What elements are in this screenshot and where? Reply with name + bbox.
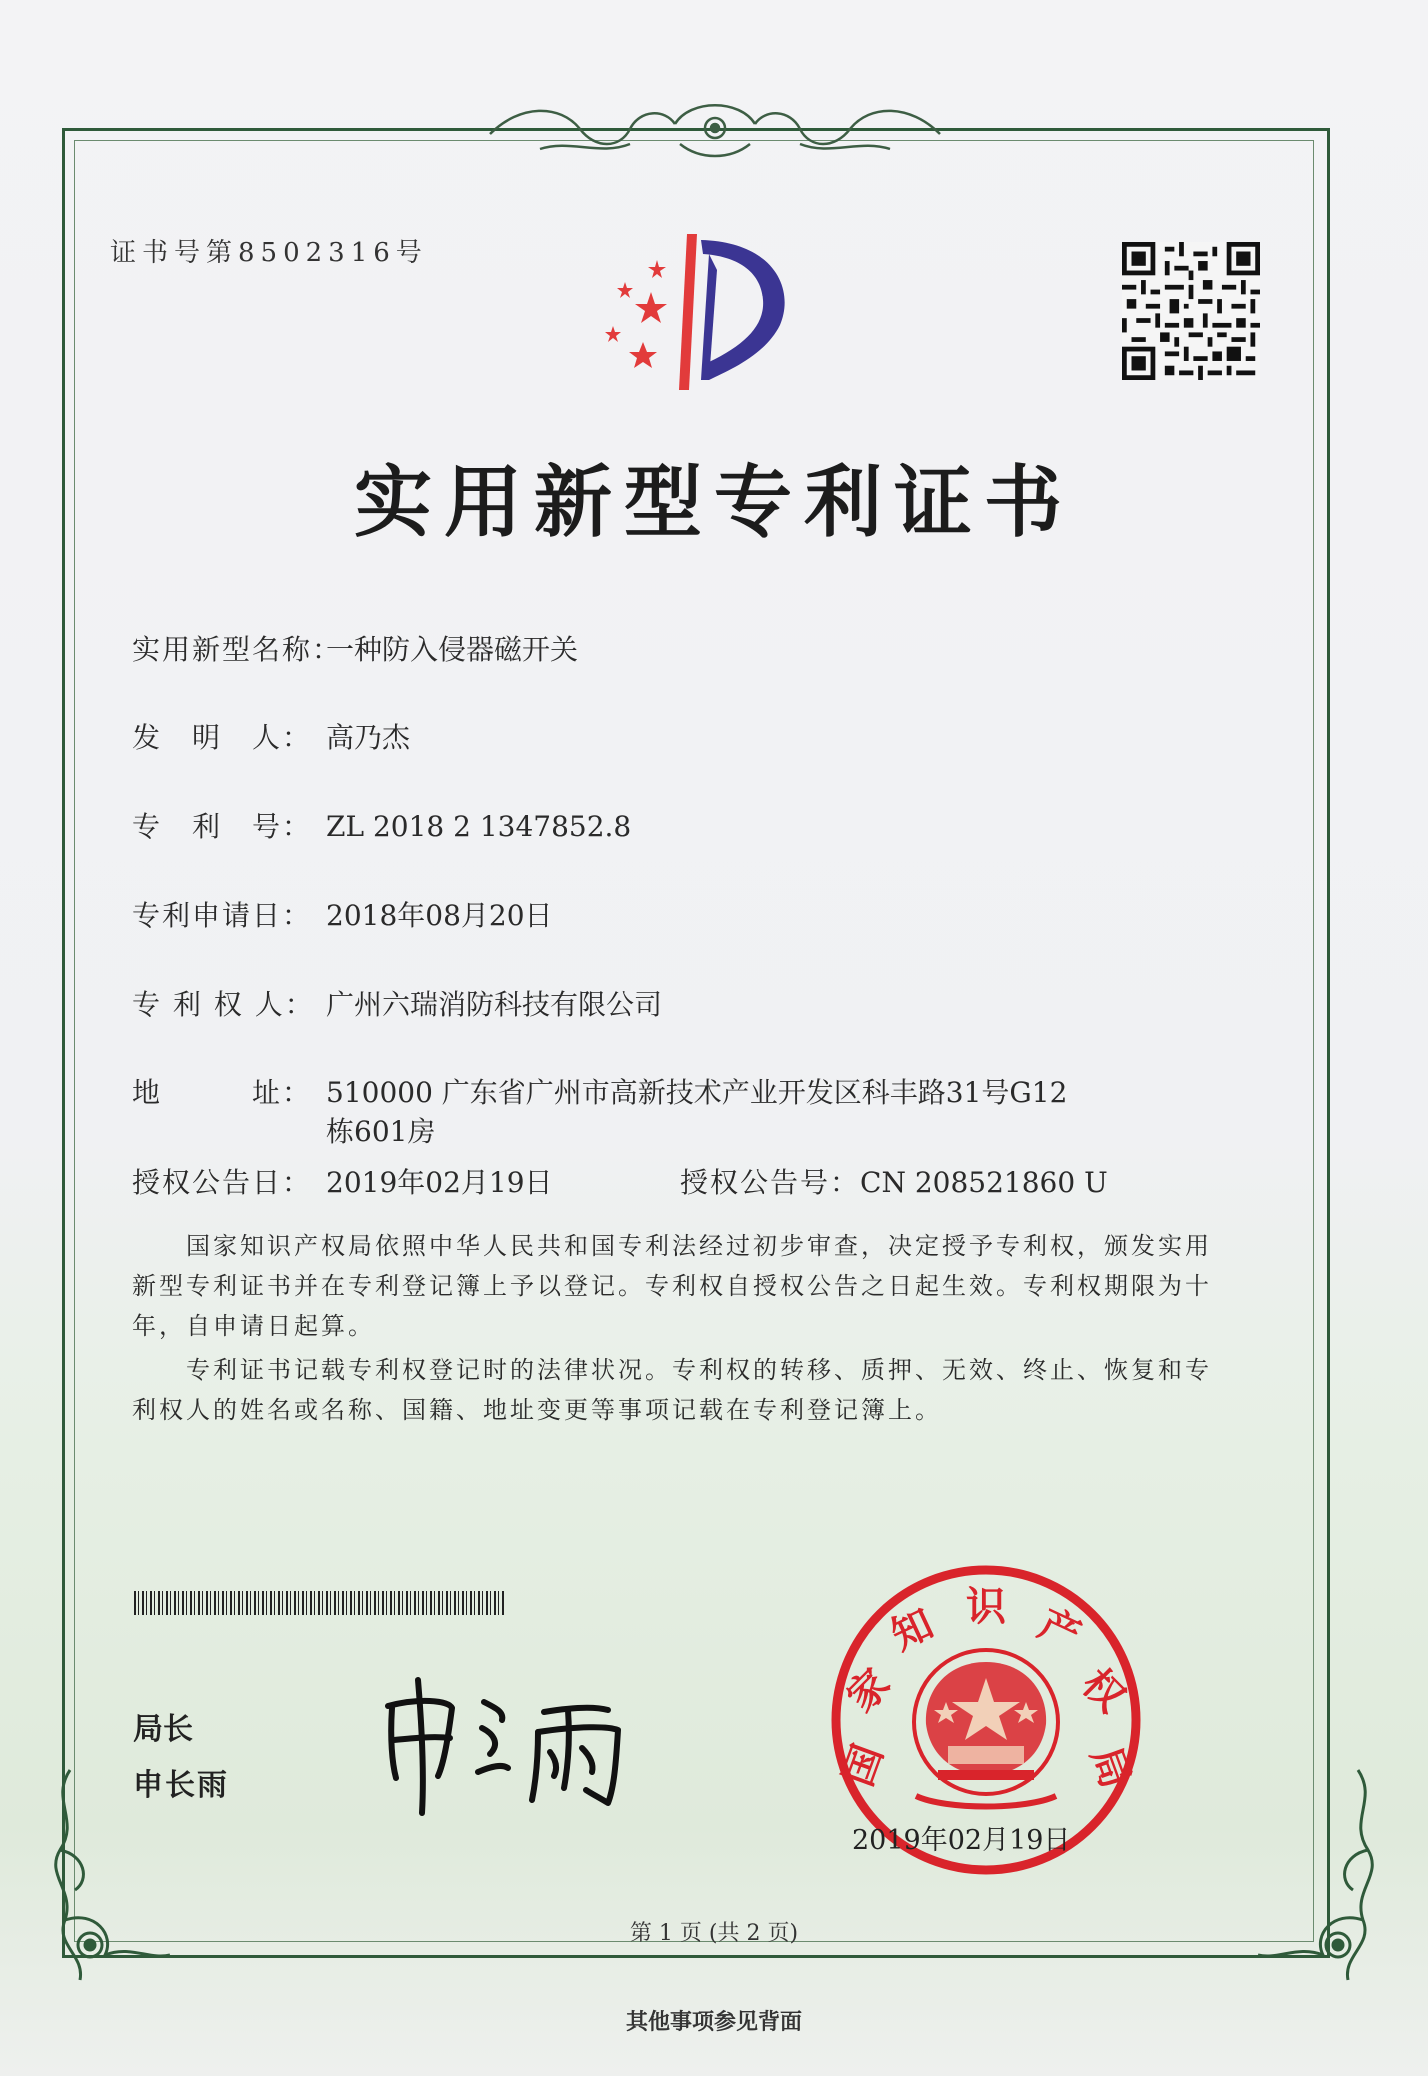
- director-title: 局长: [133, 1712, 193, 1747]
- field-value: 一种防入侵器磁开关: [326, 633, 579, 666]
- field-patent-number: [132, 805, 631, 845]
- footer-note: 其他事项参见背面: [625, 2009, 802, 2035]
- field-label: 发 明 人：: [132, 721, 313, 754]
- field-label: 授权公告号：: [680, 1166, 861, 1199]
- field-inventor: [132, 716, 410, 756]
- field-value: ZL 2018 2 1347852.8: [326, 810, 632, 843]
- svg-text:局: 局: [1081, 1740, 1139, 1795]
- barcode: [134, 1591, 504, 1615]
- cnipa-logo-icon: [585, 230, 805, 400]
- svg-text:国: 国: [835, 1738, 893, 1793]
- field-patentee: [132, 983, 662, 1023]
- field-label: 专 利 号：: [132, 810, 313, 843]
- signature-icon: [378, 1668, 678, 1818]
- svg-text:识: 识: [966, 1584, 1006, 1630]
- qr-code-icon: [1122, 242, 1260, 380]
- certificate-title: 实用新型专利证书: [353, 458, 1074, 548]
- field-label: 实用新型名称：: [132, 633, 343, 666]
- svg-text:产: 产: [1031, 1600, 1088, 1660]
- field-value: 2019年02月19日: [326, 1166, 553, 1199]
- top-ornament-icon: [480, 94, 950, 166]
- field-label: 授权公告日：: [132, 1166, 313, 1199]
- field-label: 专利申请日：: [132, 899, 313, 932]
- statement-paragraph-2: 专利证书记载专利权登记时的法律状况。专利权的转移、质押、无效、终止、恢复和专利权人的姓名或名称、国籍、地址变更等事项记载在专利登记簿上。: [132, 1356, 1212, 1424]
- field-publication-number: [680, 1161, 1108, 1201]
- field-address: [132, 1071, 1067, 1111]
- bottom-right-ornament-icon: [1248, 1760, 1388, 1990]
- certificate-number: 证书号第8502316号: [110, 238, 428, 268]
- field-value: 广州六瑞消防科技有限公司: [326, 988, 663, 1021]
- field-label: 地 址：: [132, 1076, 313, 1109]
- page-number: 第 1 页 (共 2 页): [629, 1921, 799, 1946]
- seal-date: 2019年02月19日: [852, 1825, 1071, 1856]
- svg-text:权: 权: [1072, 1660, 1134, 1722]
- svg-text:知: 知: [884, 1600, 941, 1660]
- field-utility-model-name: [132, 628, 578, 668]
- svg-text:家: 家: [838, 1660, 900, 1722]
- director-name: 申长雨: [133, 1768, 229, 1803]
- field-value: 高乃杰: [326, 721, 411, 754]
- statement-paragraph-1: 国家知识产权局依照中华人民共和国专利法经过初步审查，决定授予专利权，颁发实用新型专利证书并在专利登记簿上予以登记。专利权自授权公告之日起生效。专利权期限为十年，自申请日起算。: [132, 1232, 1212, 1340]
- field-label: 专 利 权 人：: [132, 988, 315, 1021]
- field-value: 510000 广东省广州市高新技术产业开发区科丰路31号G12: [326, 1076, 1068, 1109]
- field-filing-date: [132, 894, 553, 934]
- field-publication-date: [132, 1161, 553, 1201]
- address-line-2: 栋601房: [326, 1115, 436, 1148]
- field-value: CN 208521860 U: [860, 1166, 1108, 1199]
- field-value: 2018年08月20日: [326, 899, 553, 932]
